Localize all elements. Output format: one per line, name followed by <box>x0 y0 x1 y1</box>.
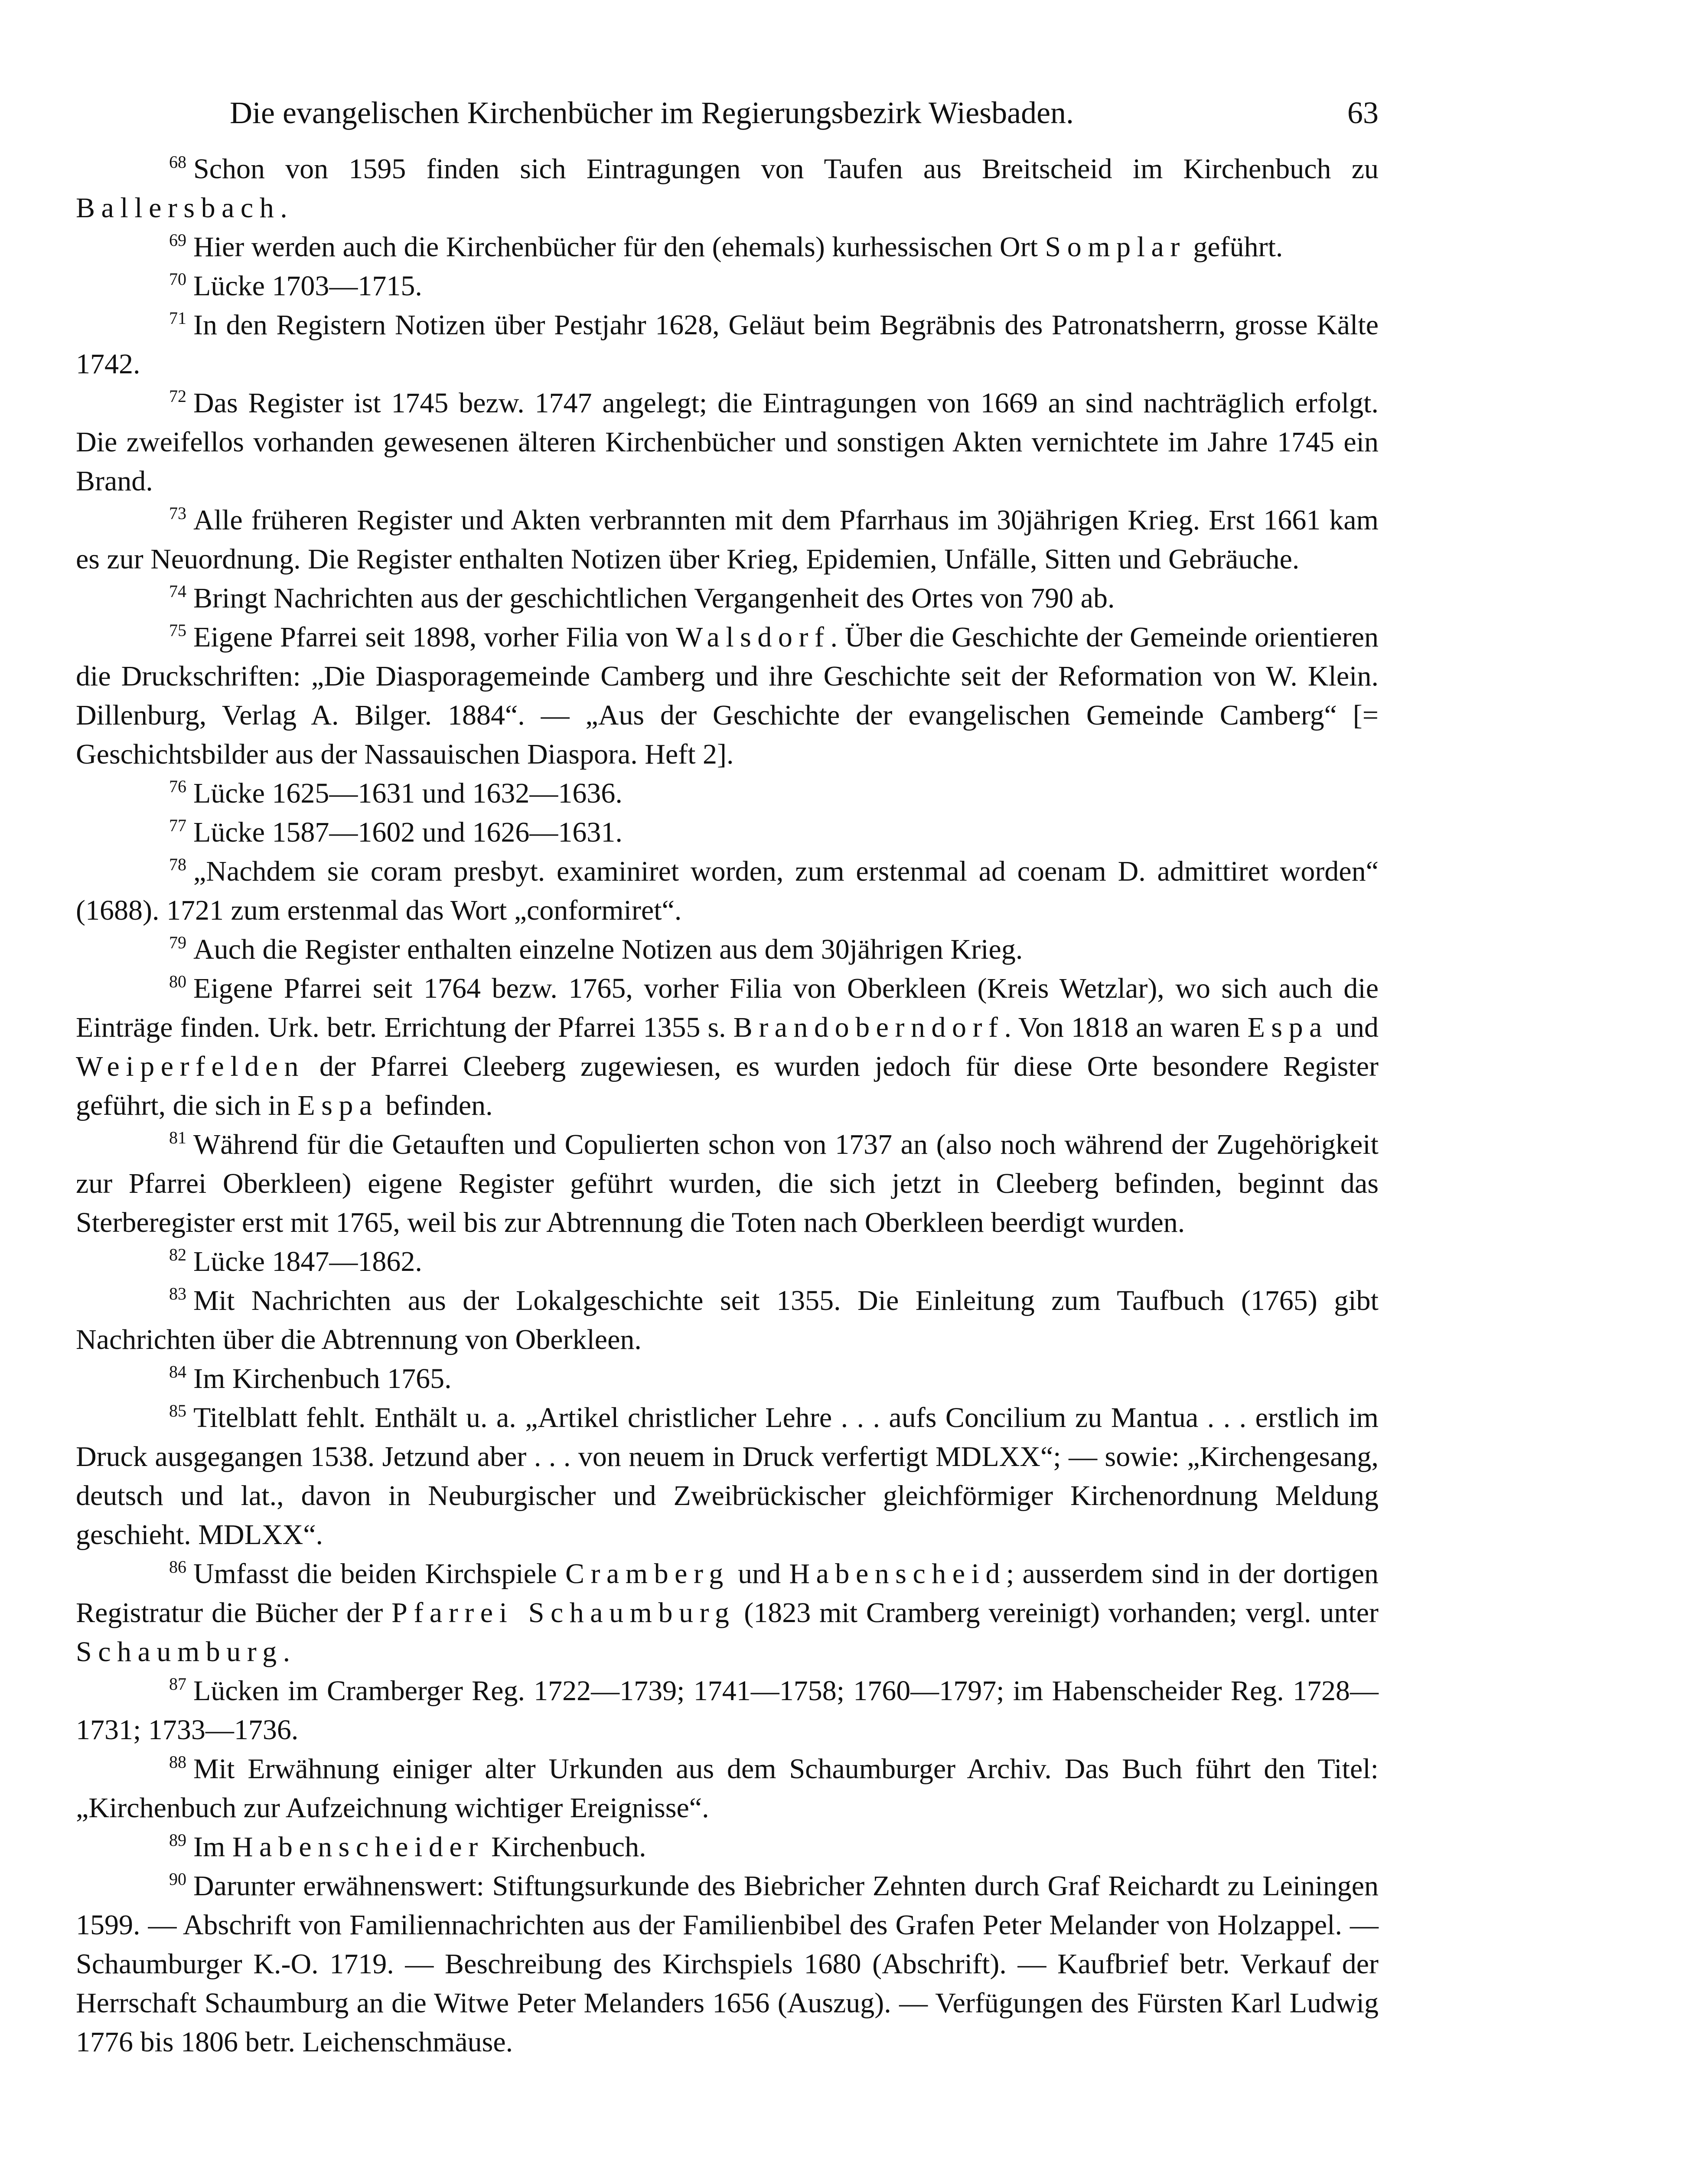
footnote-number: 77 <box>169 816 186 835</box>
footnote-text: Hier werden auch die Kirchenbücher für den (ehemals) kurhessischen Ort <box>193 231 1045 263</box>
footnote-79 <box>76 930 1379 969</box>
footnote-text: der Pfarrei Cleeberg zugewiesen, es wurden jedoch für diese Orte besondere Register geführt, die sich in <box>76 1051 1379 1121</box>
footnote-text: Lücke 1625—1631 und 1632—1636. <box>193 777 623 809</box>
footnote-text: Eigene Pfarrei seit 1898, vorher Filia von <box>193 621 676 653</box>
footnote-number: 83 <box>169 1284 186 1303</box>
footnote-text: (1823 mit Cramberg vereinigt) vorhanden; vergl. unter <box>735 1597 1379 1629</box>
footnote-83 <box>76 1281 1379 1359</box>
footnote-76 <box>76 774 1379 813</box>
footnote-number: 76 <box>169 777 186 796</box>
footnote-number: 68 <box>169 152 186 172</box>
footnote-text: Alle früheren Register und Akten verbrannten mit dem Pfarrhaus im 30jährigen Krieg. Erst 1661 kam es zur Neuordnung. Die Register enthalten Notizen über Krieg, Epidemien, Unfälle, Sitten und Gebräuche. <box>76 504 1379 575</box>
footnotes <box>76 150 1379 2062</box>
footnote-number: 70 <box>169 269 186 289</box>
footnote-number: 87 <box>169 1674 186 1694</box>
footnote-number: 75 <box>169 620 186 640</box>
footnote-number: 82 <box>169 1245 186 1264</box>
footnote-number: 73 <box>169 503 186 523</box>
footnote-text: Kirchenbuch. <box>484 1831 646 1863</box>
spaced-name: Ballersbach <box>76 192 280 224</box>
footnote-text: Mit Nachrichten aus der Lokalgeschichte seit 1355. Die Einleitung zum Taufbuch (1765) gibt Nachrichten über die Abtrennung von Oberkleen. <box>76 1285 1379 1355</box>
spaced-name: Brandoberndorf <box>733 1012 1004 1043</box>
footnote-text: In den Registern Notizen über Pestjahr 1628, Geläut beim Begräbnis des Patronatsherrn, grosse Kälte 1742. <box>76 309 1379 380</box>
spaced-name: Espa <box>297 1090 378 1121</box>
page-number: 63 <box>1347 95 1379 130</box>
footnote-text: „Nachdem sie coram presbyt. examiniret worden, zum erstenmal ad coenam D. admittiret worden“ (1688). 1721 zum erstenmal das Wort „conformiret“. <box>76 855 1379 926</box>
footnote-text: Lücke 1587—1602 und 1626—1631. <box>193 816 623 848</box>
footnote-text: . <box>283 1636 290 1668</box>
footnote-number: 71 <box>169 308 186 328</box>
footnote-number: 80 <box>169 972 186 991</box>
footnote-text: ; ausserdem sind in der dortigen Registratur die Bücher der <box>76 1558 1379 1629</box>
footnote-74 <box>76 579 1379 618</box>
footnote-number: 69 <box>169 230 186 250</box>
footnote-90 <box>76 1867 1379 2062</box>
footnote-88 <box>76 1750 1379 1828</box>
footnote-text: Auch die Register enthalten einzelne Notizen aus dem 30jährigen Krieg. <box>193 934 1023 965</box>
footnote-70 <box>76 267 1379 306</box>
spaced-name: Schaumburg <box>76 1636 283 1668</box>
footnote-text: befinden. <box>378 1090 493 1121</box>
footnote-text: Bringt Nachrichten aus der geschichtlichen Vergangenheit des Ortes von 790 ab. <box>193 582 1115 614</box>
footnote-68 <box>76 150 1379 228</box>
footnote-number: 72 <box>169 386 186 406</box>
spaced-name: Walsdorf <box>675 621 831 653</box>
footnote-text: und <box>729 1558 789 1590</box>
footnote-78 <box>76 852 1379 930</box>
footnote-72 <box>76 384 1379 501</box>
footnote-text: Eigene Pfarrei seit 1764 bezw. 1765, vorher Filia von Oberkleen (Kreis Wetzlar), wo sich auch die Einträge finden. Urk. betr. Errichtung der Pfarrei 1355 s. <box>76 973 1379 1043</box>
footnote-81 <box>76 1125 1379 1242</box>
footnote-text: . Von 1818 an waren <box>1004 1012 1248 1043</box>
running-head <box>230 93 1379 132</box>
footnote-text: Im <box>193 1831 232 1863</box>
footnote-text: Lücke 1703—1715. <box>193 270 422 302</box>
footnote-number: 74 <box>169 581 186 601</box>
spaced-name: Weiperfelden <box>76 1051 305 1082</box>
footnote-text: Lücke 1847—1862. <box>193 1246 422 1277</box>
footnote-number: 84 <box>169 1362 186 1381</box>
footnote-number: 89 <box>169 1830 186 1850</box>
spaced-name: Cramberg <box>565 1558 730 1590</box>
footnote-85 <box>76 1398 1379 1554</box>
footnote-text: Mit Erwähnung einiger alter Urkunden aus dem Schaumburger Archiv. Das Buch führt den Titel: „Kirchenbuch zur Aufzeichnung wichtiger Ereignisse“. <box>76 1753 1379 1824</box>
footnote-text: Lücken im Cramberger Reg. 1722—1739; 1741—1758; 1760—1797; im Habenscheider Reg. 1728—1731; 1733—1736. <box>76 1675 1379 1746</box>
footnote-80 <box>76 969 1379 1125</box>
footnote-number: 90 <box>169 1869 186 1889</box>
footnote-77 <box>76 813 1379 852</box>
footnote-text: geführt. <box>1186 231 1283 263</box>
footnote-text: . <box>280 192 287 224</box>
footnote-number: 88 <box>169 1752 186 1772</box>
footnote-86 <box>76 1554 1379 1672</box>
footnote-text: und <box>1328 1012 1379 1043</box>
footnote-69 <box>76 228 1379 267</box>
footnote-73 <box>76 501 1379 579</box>
running-title: Die evangelischen Kirchenbücher im Regierungsbezirk Wiesbaden. <box>230 95 1074 130</box>
spaced-name: Pfarrei Schaumburg <box>391 1597 736 1629</box>
footnote-75 <box>76 618 1379 774</box>
spaced-name: Somplar <box>1045 231 1186 263</box>
footnote-number: 79 <box>169 933 186 952</box>
footnote-text: Im Kirchenbuch 1765. <box>193 1363 452 1394</box>
spaced-name: Espa <box>1247 1012 1328 1043</box>
spaced-name: Habenscheid <box>789 1558 1007 1590</box>
footnote-number: 85 <box>169 1401 186 1420</box>
footnote-text: Umfasst die beiden Kirchspiele <box>193 1558 565 1590</box>
footnote-number: 86 <box>169 1557 186 1577</box>
footnote-84 <box>76 1359 1379 1398</box>
footnote-87 <box>76 1672 1379 1750</box>
footnote-text: Darunter erwähnenswert: Stiftungsurkunde des Biebricher Zehnten durch Graf Reichardt zu Leiningen 1599. — Abschrift von Familiennachrichten aus der Familienbibel des Grafen Peter Melander von Holzappel. — Schaumburger K.-O. 1719. — Beschreibung des Kirchspiels 1680 (Abschrift). — Kaufbrief betr. Verkauf der Herrschaft Schaumburg an die Witwe Peter Melanders 1656 (Auszug). — Verfügungen des Fürsten Karl Ludwig 1776 bis 1806 betr. Leichenschmäuse. <box>76 1870 1379 2058</box>
footnote-text: Das Register ist 1745 bezw. 1747 angelegt; die Eintragungen von 1669 an sind nachträglich erfolgt. Die zweifellos vorhanden gewesenen älteren Kirchenbücher und sonstigen Akten vernichtete im Jahre 1745 ein Brand. <box>76 387 1379 497</box>
footnote-text: Schon von 1595 finden sich Eintragungen von Taufen aus Breitscheid im Kirchenbuch zu <box>193 153 1379 185</box>
footnote-number: 81 <box>169 1128 186 1147</box>
footnote-text: Während für die Getauften und Copulierten schon von 1737 an (also noch während der Zugehörigkeit zur Pfarrei Oberkleen) eigene Register geführt wurden, die sich jetzt in Cleeberg befinden, beginnt das Sterberegister erst mit 1765, weil bis zur Abtrennung die Toten nach Oberkleen beerdigt wurden. <box>76 1129 1379 1238</box>
footnote-71 <box>76 306 1379 384</box>
footnote-number: 78 <box>169 855 186 874</box>
footnote-text: Titelblatt fehlt. Enthält u. a. „Artikel christlicher Lehre . . . aufs Concilium zu Mantua . . . erstlich im Druck ausgegangen 1538. Jetzund aber . . . von neuem in Druck verfertigt MDLXX“; — sowie: „Kirchengesang, deutsch und lat., davon in Neuburgischer und Zweibrückischer gleichförmiger Kirchenordnung Meldung geschieht. MDLXX“. <box>76 1402 1379 1551</box>
footnote-89 <box>76 1828 1379 1867</box>
footnote-text: . Über die Geschichte der Gemeinde orientieren die Druckschriften: „Die Diasporagemeinde Camberg und ihre Geschichte seit der Reformation von W. Klein. Dillenburg, Verlag A. Bilger. 1884“. — „Aus der Geschichte der evangelischen Gemeinde Camberg“ [= Geschichtsbilder aus der Nassauischen Diaspora. Heft 2]. <box>76 621 1379 770</box>
footnote-82 <box>76 1242 1379 1281</box>
spaced-name: Habenscheider <box>232 1831 484 1863</box>
